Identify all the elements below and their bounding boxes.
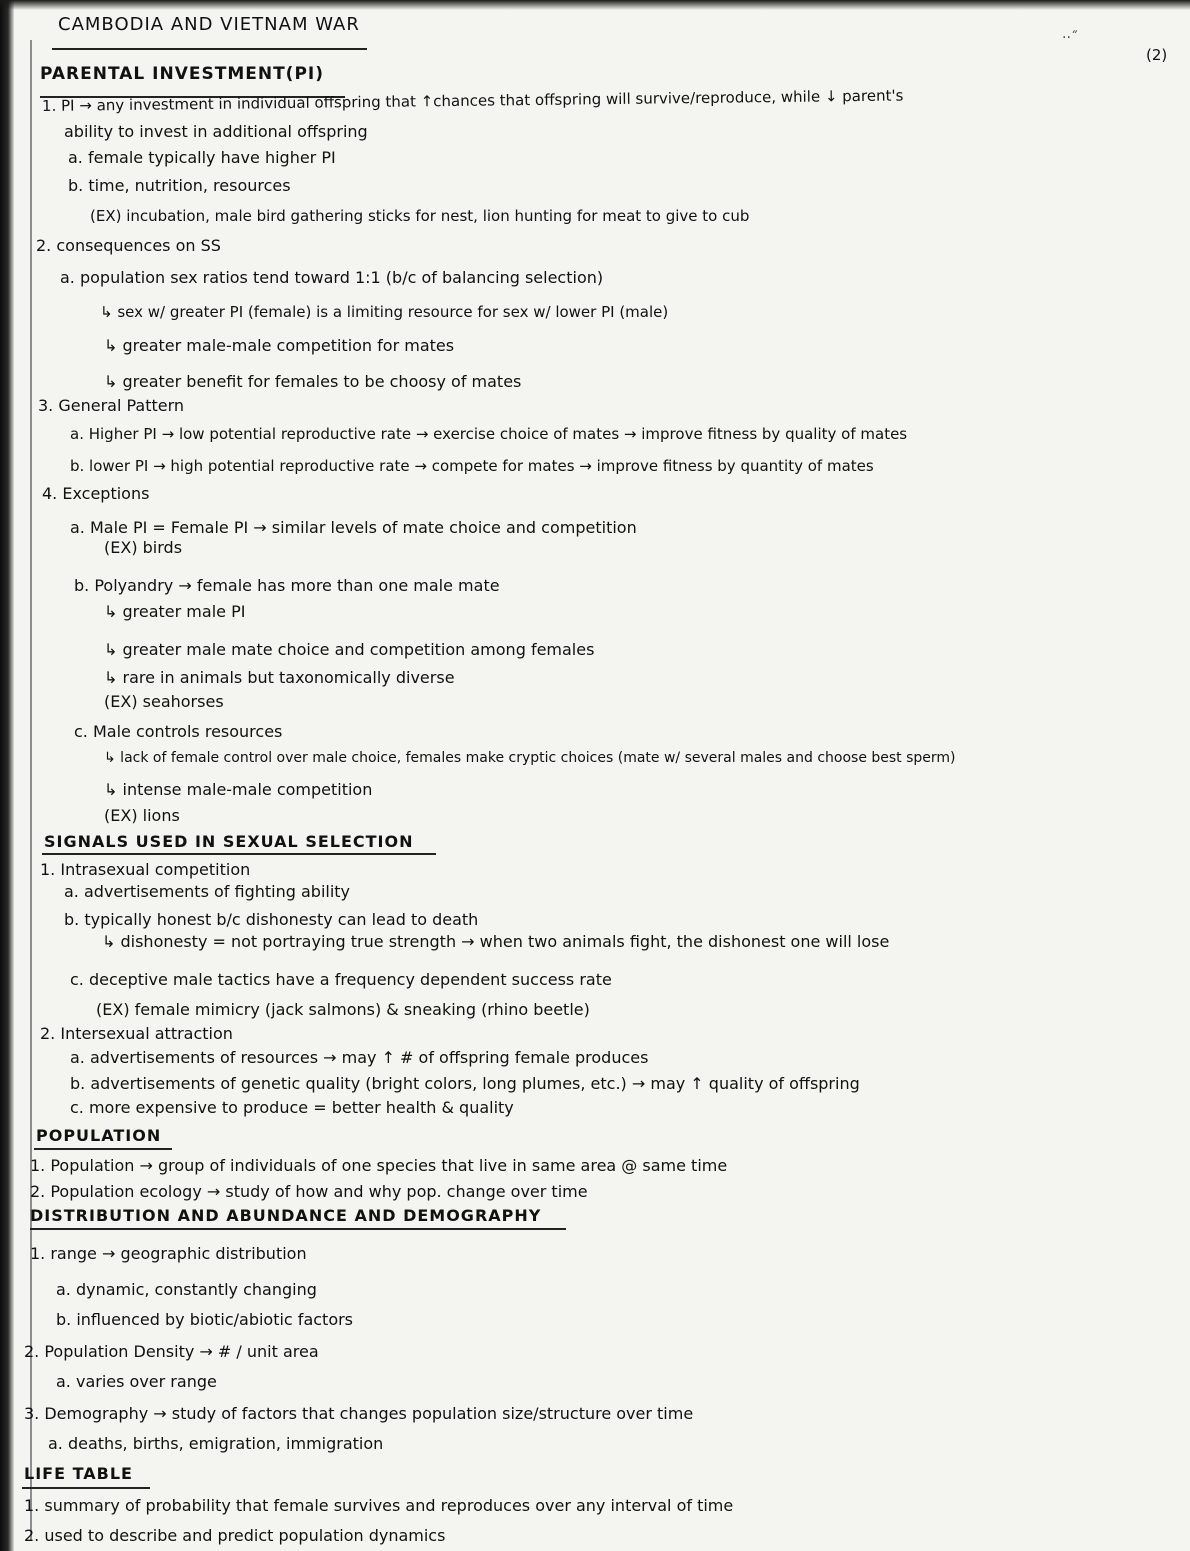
note-line: b. time, nutrition, resources <box>68 176 291 195</box>
note-line: 2. consequences on SS <box>36 236 221 255</box>
note-line: a. varies over range <box>56 1372 217 1391</box>
note-line: 1. Intrasexual competition <box>40 860 251 879</box>
note-line: a. advertisements of fighting ability <box>64 882 351 901</box>
note-line: b. advertisements of genetic quality (bright colors, long plumes, etc.) → may ↑ quality of offspring <box>70 1074 860 1093</box>
margin-line <box>30 40 32 1540</box>
note-line: a. population sex ratios tend toward 1:1 (b/c of balancing selection) <box>60 268 604 287</box>
note-line: a. female typically have higher PI <box>68 148 336 167</box>
note-line: ↳ greater male PI <box>104 602 246 621</box>
note-line: 2. Population Density → # / unit area <box>24 1342 319 1361</box>
note-line: ability to invest in additional offspring <box>64 122 368 141</box>
note-line: b. typically honest b/c dishonesty can lead to death <box>64 910 479 929</box>
note-line: c. more expensive to produce = better health & quality <box>70 1098 514 1117</box>
note-line: ↳ rare in animals but taxonomically diverse <box>104 668 455 687</box>
note-line: c. Male controls resources <box>74 722 283 741</box>
heading-population: POPULATION <box>36 1126 162 1145</box>
note-line: ↳ lack of female control over male choice, females make cryptic choices (mate w/ several males and choose best sperm) <box>104 750 956 766</box>
note-line: ↳ intense male-male competition <box>104 780 373 799</box>
note-line: a. Higher PI → low potential reproductive rate → exercise choice of mates → improve fitness by quality of mates <box>70 425 908 443</box>
note-line: ↳ greater benefit for females to be choosy of mates <box>104 372 522 391</box>
heading-underline <box>42 853 436 855</box>
pen-mark: ··˝ <box>1062 30 1078 46</box>
note-line: (EX) incubation, male bird gathering sticks for nest, lion hunting for meat to give to cub <box>90 207 750 225</box>
heading-signals: SIGNALS USED IN SEXUAL SELECTION <box>44 832 414 851</box>
note-line: ↳ greater male-male competition for mates <box>104 336 455 355</box>
heading-distribution: DISTRIBUTION AND ABUNDANCE AND DEMOGRAPHY <box>30 1206 542 1225</box>
note-line: (EX) lions <box>104 806 180 825</box>
note-line: b. lower PI → high potential reproductive rate → compete for mates → improve fitness by quantity of mates <box>70 457 874 475</box>
note-line: b. influenced by biotic/abiotic factors <box>56 1310 354 1329</box>
note-line: a. dynamic, constantly changing <box>56 1280 317 1299</box>
note-line: (EX) birds <box>104 538 183 557</box>
note-line: 1. Population → group of individuals of one species that live in same area @ same time <box>30 1156 728 1175</box>
heading-parental-investment: PARENTAL INVESTMENT(PI) <box>40 64 325 84</box>
note-line: 1. summary of probability that female survives and reproduces over any interval of time <box>24 1496 734 1515</box>
note-line: 2. Intersexual attraction <box>40 1024 233 1043</box>
heading-underline <box>30 1228 566 1230</box>
note-line: 2. Population ecology → study of how and why pop. change over time <box>30 1182 588 1201</box>
note-line: a. Male PI = Female PI → similar levels of mate choice and competition <box>70 518 637 537</box>
note-line: ↳ greater male mate choice and competition among females <box>104 640 595 659</box>
title-underline <box>52 48 367 50</box>
note-line: c. deceptive male tactics have a frequency dependent success rate <box>70 970 612 989</box>
note-line: (EX) female mimicry (jack salmons) & sneaking (rhino beetle) <box>96 1000 590 1019</box>
note-line: 3. Demography → study of factors that changes population size/structure over time <box>24 1404 694 1423</box>
note-line: (EX) seahorses <box>104 692 224 711</box>
note-line: 1. range → geographic distribution <box>30 1244 307 1263</box>
heading-life-table: LIFE TABLE <box>24 1464 133 1483</box>
note-line: 4. Exceptions <box>42 484 150 503</box>
heading-underline <box>34 1148 172 1150</box>
notebook-binding-edge <box>0 0 14 1551</box>
heading-underline <box>22 1487 150 1489</box>
note-line: a. deaths, births, emigration, immigration <box>48 1434 384 1453</box>
page-title: CAMBODIA AND VIETNAM WAR <box>58 14 360 35</box>
note-line: 1. PI → any investment in individual offspring that ↑chances that offspring will survive/reproduce, while ↓ parent's <box>41 86 904 115</box>
page-number: (2) <box>1146 46 1168 64</box>
note-line: ↳ dishonesty = not portraying true strength → when two animals fight, the dishonest one will lose <box>102 932 890 951</box>
top-shadow <box>0 0 1190 10</box>
note-line: b. Polyandry → female has more than one male mate <box>74 576 500 595</box>
note-line: 3. General Pattern <box>38 396 185 415</box>
note-line: 2. used to describe and predict population dynamics <box>24 1526 446 1545</box>
note-line: ↳ sex w/ greater PI (female) is a limiting resource for sex w/ lower PI (male) <box>100 303 669 321</box>
note-line: a. advertisements of resources → may ↑ # of offspring female produces <box>70 1048 649 1067</box>
